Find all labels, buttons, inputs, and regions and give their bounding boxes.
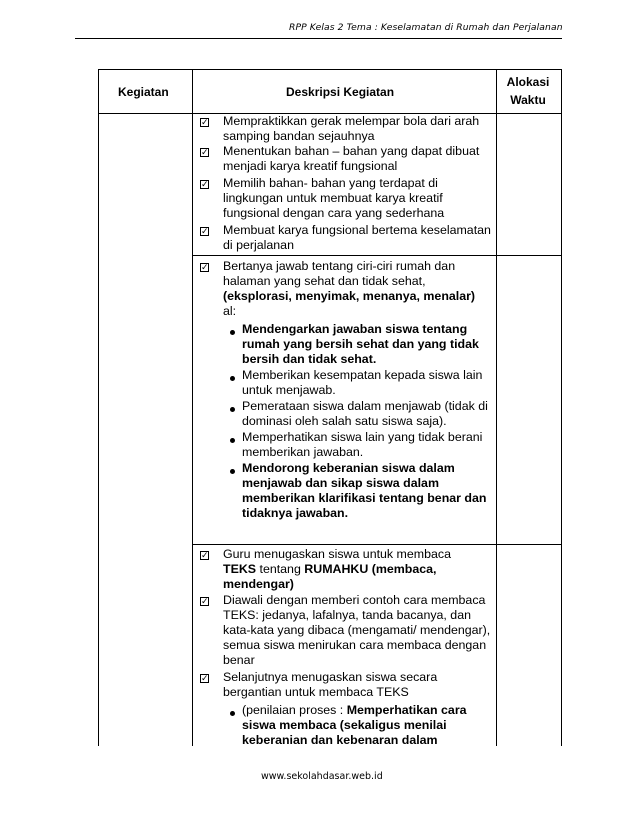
bullet-text-bold: (penilaian proses : bbox=[242, 703, 344, 717]
bullet-item: Mendengarkan jawaban siswa tentang rumah yang bersih sehat dan yang tidak bersih dan tidak sehat. bbox=[242, 322, 479, 366]
row-divider bbox=[192, 544, 562, 545]
page-header: RPP Kelas 2 Tema : Keselamatan di Rumah dan Perjalanan bbox=[289, 22, 563, 33]
activity-item bbox=[223, 259, 483, 319]
bullet-icon bbox=[230, 711, 235, 716]
bullet-item: Pemerataan siswa dalam menjawab (tidak di dominasi oleh salah satu siswa saja). bbox=[242, 399, 488, 428]
bullet-item bbox=[242, 703, 488, 746]
activity-item: Menentukan bahan – bahan yang dapat dibuat menjadi karya kreatif fungsional bbox=[223, 144, 480, 173]
page-footer: www.sekolahdasar.web.id bbox=[261, 771, 383, 782]
bullet-icon bbox=[230, 407, 235, 412]
column-header-deskripsi: Deskripsi Kegiatan bbox=[286, 85, 395, 99]
activity-text-bold: TEKS bbox=[223, 562, 257, 576]
activity-text: tentang bbox=[259, 562, 301, 576]
header-rule bbox=[75, 38, 562, 39]
activity-item: Memilih bahan- bahan yang terdapat di lingkungan untuk membuat karya kreatif fungsional dengan cara yang sederhana bbox=[223, 176, 445, 220]
checkbox-icon: ✓ bbox=[201, 148, 209, 158]
checkbox-icon: ✓ bbox=[201, 597, 209, 607]
column-header-alokasi-line1: Alokasi bbox=[506, 75, 550, 89]
bullet-icon bbox=[230, 376, 235, 381]
checkbox-icon: ✓ bbox=[201, 118, 209, 128]
activity-text: Bertanya jawab tentang ciri-ciri rumah dan halaman yang sehat dan tidak sehat, bbox=[223, 259, 456, 288]
bullet-icon bbox=[230, 438, 235, 443]
column-header-kegiatan: Kegiatan bbox=[118, 85, 169, 99]
bullet-icon bbox=[230, 469, 235, 474]
checkbox-icon: ✓ bbox=[201, 227, 209, 237]
activity-item: Membuat karya fungsional bertema keselamatan di perjalanan bbox=[223, 223, 491, 252]
table-right-border bbox=[561, 69, 562, 746]
table-top-border bbox=[98, 69, 562, 70]
bullet-text-bold: Memperhatikan cara siswa membaca (sekaligus menilai keberanian dan kebenaran dalam bbox=[242, 703, 467, 746]
activity-text-bold: RUMAHKU (membaca, mendengar) bbox=[223, 562, 437, 591]
activity-text: Guru menugaskan siswa untuk membaca bbox=[223, 547, 451, 561]
activity-item: Mempraktikkan gerak melempar bola dari arah samping bandan sejauhnya bbox=[223, 114, 480, 143]
activity-text-bold: (eksplorasi, menyimak, menanya, menalar) bbox=[223, 289, 476, 303]
table-left-border bbox=[98, 69, 99, 746]
column-header-alokasi bbox=[500, 75, 556, 107]
checkbox-icon: ✓ bbox=[201, 551, 209, 561]
activity-item: Selanjutnya menugaskan siswa secara bergantian untuk membaca TEKS bbox=[223, 670, 438, 699]
bullet-item: Memperhatikan siswa lain yang tidak berani memberikan jawaban. bbox=[242, 430, 483, 459]
bullet-item: Memberikan kesempatan kepada siswa lain untuk menjawab. bbox=[242, 368, 483, 397]
bullet-item: Mendorong keberanian siswa dalam menjawab dan sikap siswa dalam memberikan klarifikasi tentang benar dan tidaknya jawaban. bbox=[242, 461, 487, 520]
bullet-icon bbox=[230, 330, 235, 335]
checkbox-icon: ✓ bbox=[201, 263, 209, 273]
activity-text: al: bbox=[223, 304, 237, 318]
column-divider bbox=[192, 69, 193, 746]
column-divider bbox=[496, 69, 497, 746]
column-header-alokasi-line2: Waktu bbox=[510, 93, 546, 107]
row-divider bbox=[192, 255, 562, 256]
activity-item bbox=[223, 547, 485, 592]
activity-item: Diawali dengan memberi contoh cara membaca TEKS: jedanya, lafalnya, tanda bacanya, dan kata-kata yang dibaca (mengamati/ mendengar), semua siswa menirukan cara membaca dengan benar bbox=[223, 593, 491, 667]
checkbox-icon: ✓ bbox=[201, 180, 209, 190]
checkbox-icon: ✓ bbox=[201, 674, 209, 684]
